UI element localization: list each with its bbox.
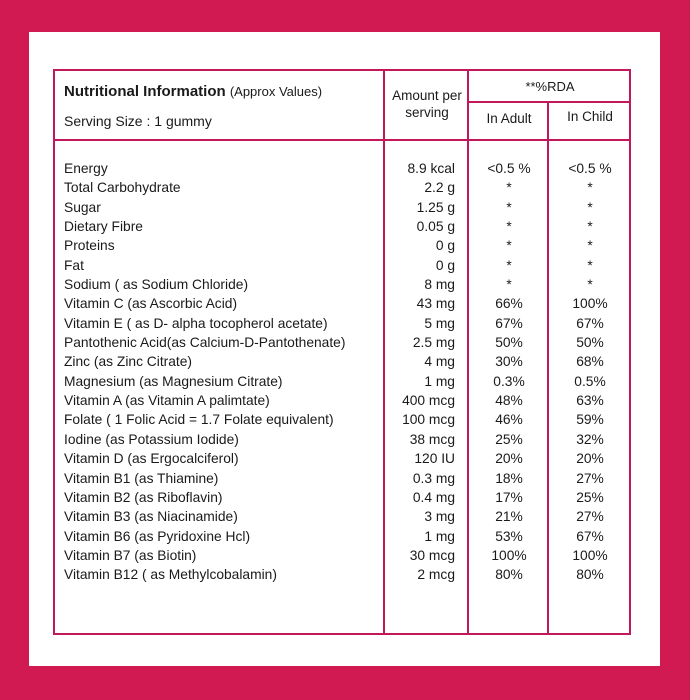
child-rda-value: 80% <box>576 567 604 583</box>
amount-value: 1.25 g <box>416 199 455 215</box>
child-rda-value: 27% <box>576 470 604 486</box>
nutrient-name: Fat <box>64 257 84 273</box>
amount-value: 0 g <box>435 238 455 254</box>
rda-header: **%RDA <box>525 79 575 94</box>
adult-rda-value: 17% <box>495 489 523 505</box>
child-rda-value: 50% <box>576 335 604 351</box>
adult-rda-value: 48% <box>495 393 523 409</box>
adult-rda-value: 66% <box>495 296 523 312</box>
table-row <box>55 565 629 584</box>
nutrient-name: Vitamin B12 ( as Methylcobalamin) <box>64 567 277 583</box>
table-row <box>55 236 629 255</box>
child-rda-value: 67% <box>576 315 604 331</box>
amount-value: 1 mg <box>424 373 455 389</box>
table-row <box>55 159 629 178</box>
amount-value: 0 g <box>435 257 455 273</box>
label-panel <box>29 32 660 666</box>
amount-value: 4 mg <box>424 354 455 370</box>
nutrition-table <box>53 69 631 635</box>
adult-rda-value: * <box>506 199 512 215</box>
adult-rda-value: 30% <box>495 354 523 370</box>
child-rda-value: <0.5 % <box>568 161 612 176</box>
amount-value: 8.9 kcal <box>407 161 455 176</box>
amount-value: 3 mg <box>424 509 455 525</box>
amount-header: Amount per serving <box>392 88 462 120</box>
nutrient-name: Sodium ( as Sodium Chloride) <box>64 277 249 293</box>
nutrient-name: Vitamin B1 (as Thiamine) <box>64 470 219 486</box>
adult-rda-value: 50% <box>495 335 523 351</box>
nutrient-name: Vitamin C (as Ascorbic Acid) <box>64 296 238 312</box>
child-rda-value: * <box>587 277 593 293</box>
child-rda-value: 25% <box>576 489 604 505</box>
nutrient-name: Vitamin D (as Ergocalciferol) <box>64 451 239 467</box>
adult-rda-value: * <box>506 277 512 293</box>
nutrient-name: Pantothenic Acid(as Calcium-D-Pantothenate) <box>64 335 346 351</box>
child-rda-value: 20% <box>576 451 604 467</box>
table-row <box>55 391 629 410</box>
nutrient-name: Sugar <box>64 199 101 215</box>
amount-value: 38 mcg <box>409 431 455 447</box>
table-row <box>55 352 629 371</box>
child-rda-value: 0.5% <box>574 373 606 389</box>
nutrient-name: Magnesium (as Magnesium Citrate) <box>64 373 283 389</box>
nutrient-name: Folate ( 1 Folic Acid = 1.7 Folate equivalent) <box>64 412 334 428</box>
table-row <box>55 275 629 294</box>
table-row <box>55 294 629 313</box>
nutrient-name: Vitamin B3 (as Niacinamide) <box>64 509 238 525</box>
nutrient-name: Vitamin A (as Vitamin A palimtate) <box>64 393 270 409</box>
table-row <box>55 372 629 391</box>
amount-value: 2.5 mg <box>412 335 455 351</box>
nutrient-name: Vitamin B7 (as Biotin) <box>64 547 197 563</box>
table-row <box>55 217 629 236</box>
adult-rda-value: * <box>506 180 512 196</box>
child-rda-value: 63% <box>576 393 604 409</box>
adult-rda-value: 21% <box>495 509 523 525</box>
title-note: (Approx Values) <box>229 84 323 99</box>
adult-rda-value: 53% <box>495 528 523 544</box>
table-title <box>64 83 322 100</box>
adult-rda-value: 25% <box>495 431 523 447</box>
adult-rda-value: * <box>506 257 512 273</box>
amount-value: 8 mg <box>424 277 455 293</box>
child-rda-value: 100% <box>572 296 608 312</box>
adult-rda-value: 0.3% <box>493 373 525 389</box>
amount-value: 400 mcg <box>402 393 455 409</box>
nutrient-name: Vitamin B6 (as Pyridoxine Hcl) <box>64 528 251 544</box>
child-rda-value: 100% <box>572 547 608 563</box>
child-rda-value: 32% <box>576 431 604 447</box>
nutrient-name: Iodine (as Potassium Iodide) <box>64 431 239 447</box>
adult-rda-value: 20% <box>495 451 523 467</box>
child-rda-value: 59% <box>576 412 604 428</box>
amount-value: 30 mcg <box>409 547 455 563</box>
amount-value: 100 mcg <box>402 412 455 428</box>
table-row <box>55 430 629 449</box>
table-row <box>55 449 629 468</box>
child-rda-value: * <box>587 257 593 273</box>
nutrient-name: Total Carbohydrate <box>64 180 181 196</box>
amount-value: 0.4 mg <box>412 489 455 505</box>
adult-rda-value: * <box>506 238 512 254</box>
table-row <box>55 256 629 275</box>
child-rda-value: * <box>587 219 593 235</box>
amount-value: 120 IU <box>414 451 455 467</box>
table-row <box>55 488 629 507</box>
child-rda-value: * <box>587 199 593 215</box>
amount-value: 2.2 g <box>424 180 455 196</box>
serving-size: Serving Size : 1 gummy <box>64 113 212 129</box>
child-header: In Child <box>567 109 613 124</box>
child-rda-value: 68% <box>576 354 604 370</box>
nutrient-name: Energy <box>64 161 108 176</box>
table-row <box>55 178 629 197</box>
table-row <box>55 333 629 352</box>
amount-value: 0.05 g <box>416 219 455 235</box>
amount-value: 1 mg <box>424 528 455 544</box>
table-row <box>55 198 629 217</box>
table-row <box>55 410 629 429</box>
title-text: Nutritional Information <box>64 83 226 100</box>
amount-value: 5 mg <box>424 315 455 331</box>
table-row <box>55 546 629 565</box>
child-rda-value: * <box>587 238 593 254</box>
nutrient-name: Vitamin E ( as D- alpha tocopherol acetate) <box>64 315 328 331</box>
nutrient-name: Zinc (as Zinc Citrate) <box>64 354 193 370</box>
child-rda-value: 27% <box>576 509 604 525</box>
table-row <box>55 469 629 488</box>
nutrient-rows <box>55 159 629 585</box>
amount-value: 2 mcg <box>417 567 455 583</box>
adult-rda-value: 100% <box>491 547 527 563</box>
nutrient-name: Dietary Fibre <box>64 219 143 235</box>
adult-header: In Adult <box>486 111 532 126</box>
adult-rda-value: 46% <box>495 412 523 428</box>
adult-rda-value: <0.5 % <box>487 161 531 176</box>
child-rda-value: * <box>587 180 593 196</box>
adult-rda-value: 18% <box>495 470 523 486</box>
table-row <box>55 507 629 526</box>
divider-header <box>55 139 629 141</box>
adult-rda-value: 67% <box>495 315 523 331</box>
adult-rda-value: * <box>506 219 512 235</box>
table-row <box>55 527 629 546</box>
amount-value: 0.3 mg <box>412 470 455 486</box>
table-row <box>55 314 629 333</box>
nutrient-name: Vitamin B2 (as Riboflavin) <box>64 489 223 505</box>
amount-value: 43 mg <box>416 296 455 312</box>
child-rda-value: 67% <box>576 528 604 544</box>
adult-rda-value: 80% <box>495 567 523 583</box>
nutrient-name: Proteins <box>64 238 115 254</box>
